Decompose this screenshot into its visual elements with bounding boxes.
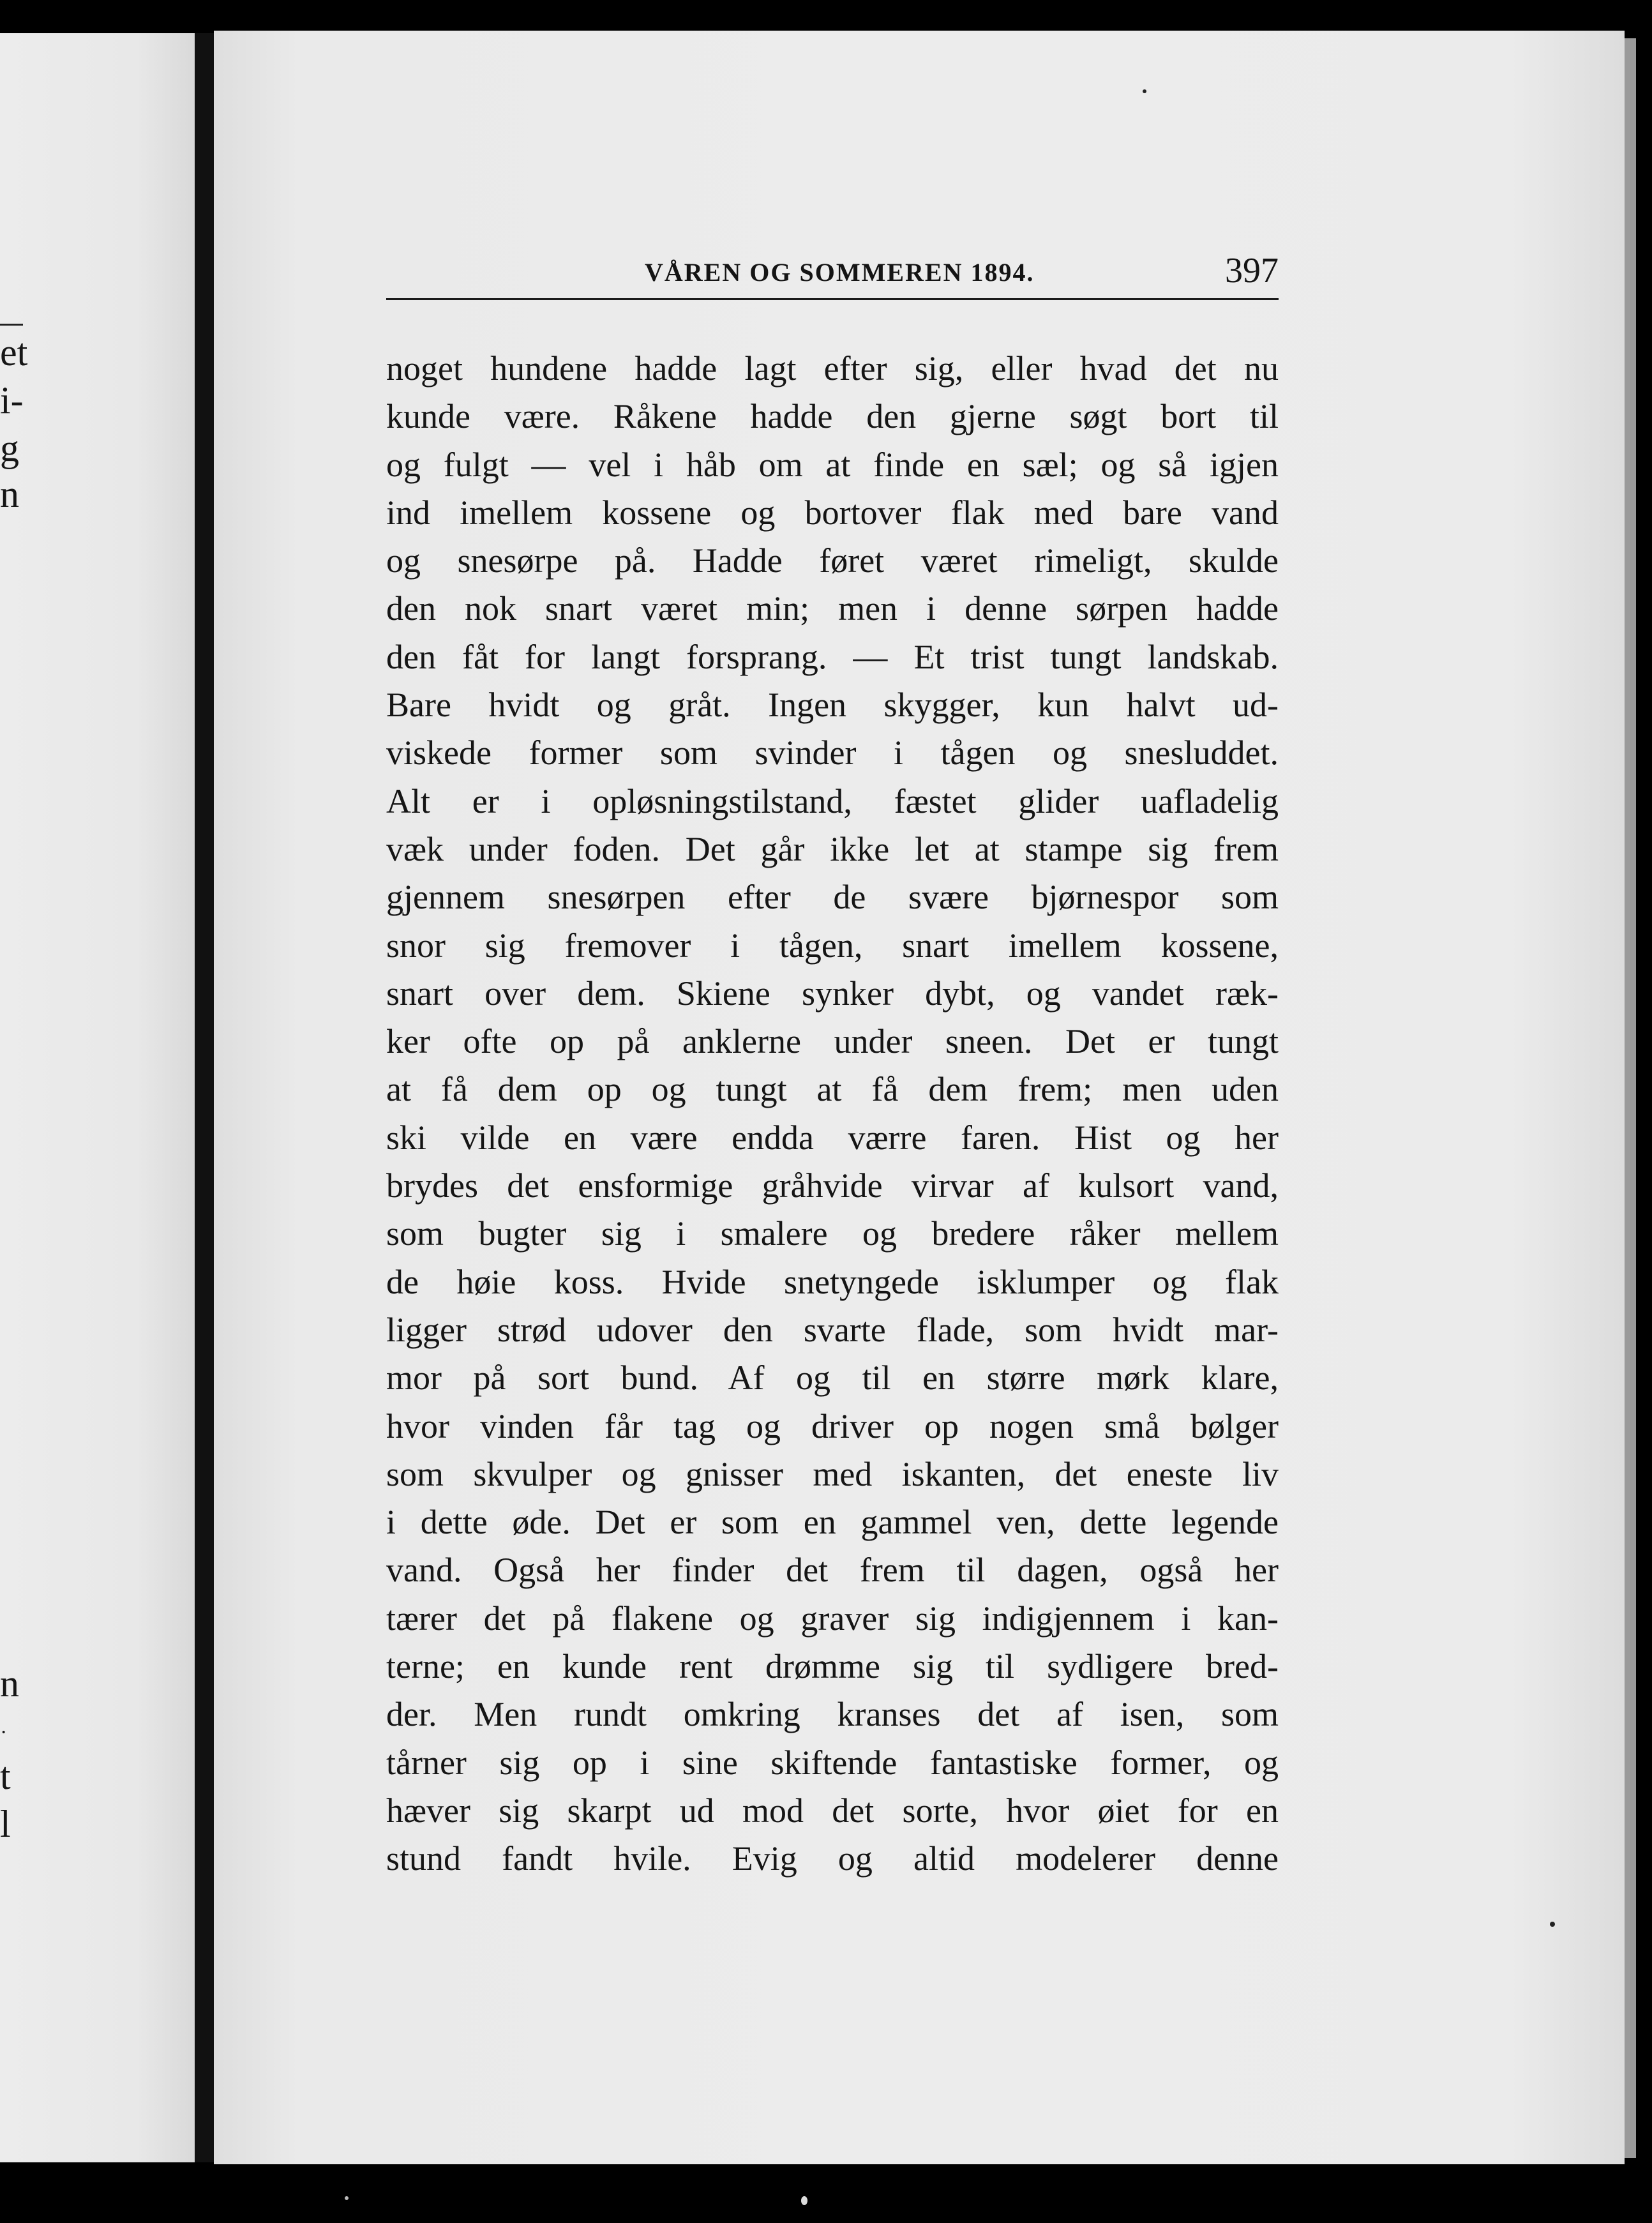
book-gutter <box>195 33 214 2162</box>
body-text <box>386 345 1279 1883</box>
text-line: ind imellem kossene og bortover flak med bare vand <box>386 493 1279 532</box>
text-line: ker ofte op på anklerne under sneen. Det er tungt <box>386 1022 1279 1061</box>
previous-page-fragment: g <box>0 427 19 469</box>
text-line: Alt er i opløsningstilstand, fæstet glider uafladelig <box>386 781 1279 820</box>
previous-page-fragment: · <box>0 1721 8 1744</box>
text-line: viskede former som svinder i tågen og snesluddet. <box>386 734 1279 772</box>
page-number: 397 <box>1225 251 1279 290</box>
text-line: ski vilde en være endda værre faren. Hist og her <box>386 1118 1279 1157</box>
previous-page-edge <box>0 33 195 2162</box>
text-line: tårner sig op i sine skiftende fantastiske former, og <box>386 1743 1279 1782</box>
dust-speck <box>1550 1922 1555 1927</box>
text-line: brydes det ensformige gråhvide virvar af kulsort vand, <box>386 1166 1279 1205</box>
previous-page-fragment: i- <box>0 379 24 421</box>
text-line: hæver sig skarpt ud mod det sorte, hvor øiet for en <box>386 1791 1279 1830</box>
previous-page-fragment: n <box>0 1662 19 1705</box>
text-line: og snesørpe på. Hadde føret været rimeligt, skulde <box>386 541 1279 580</box>
text-line: terne; en kunde rent drømme sig til sydligere bred- <box>386 1647 1279 1686</box>
previous-page-fragment: et <box>0 331 28 373</box>
text-line: den nok snart været min; men i denne sørpen hadde <box>386 589 1279 628</box>
running-head-rule <box>386 298 1279 300</box>
text-line: kunde være. Råkene hadde den gjerne søgt bort til <box>386 397 1279 436</box>
text-line: den fåt for langt forsprang. — Et trist tungt landskab. <box>386 637 1279 676</box>
text-line: Bare hvidt og gråt. Ingen skygger, kun halvt ud- <box>386 686 1279 725</box>
text-line: som skvulper og gnisser med iskanten, det eneste liv <box>386 1454 1279 1493</box>
previous-page-fragment: n <box>0 473 19 515</box>
text-line: at få dem op og tungt at få dem frem; men uden <box>386 1070 1279 1109</box>
dust-speck <box>1143 89 1146 93</box>
text-line: ligger strød udover den svarte flade, som hvidt mar- <box>386 1310 1279 1349</box>
text-line: mor på sort bund. Af og til en større mørk klare, <box>386 1359 1279 1398</box>
previous-page-fragment: l <box>0 1803 11 1845</box>
text-line: stund fandt hvile. Evig og altid modelerer denne <box>386 1839 1279 1878</box>
text-line: hvor vinden får tag og driver op nogen små bølger <box>386 1406 1279 1445</box>
dust-speck <box>801 2196 807 2205</box>
text-line: noget hundene hadde lagt efter sig, eller hvad det nu <box>386 349 1279 388</box>
text-line: væk under foden. Det går ikke let at stampe sig frem <box>386 829 1279 868</box>
text-line: de høie koss. Hvide snetyngede isklumper og flak <box>386 1262 1279 1301</box>
text-line: i dette øde. Det er som en gammel ven, dette legende <box>386 1503 1279 1542</box>
text-line: vand. Også her finder det frem til dagen, også her <box>386 1551 1279 1590</box>
text-line: og fulgt — vel i håb om at finde en sæl; og så igjen <box>386 445 1279 484</box>
page-edge-shadow <box>1625 38 1636 2158</box>
text-line: tærer det på flakene og graver sig indigjennem i kan- <box>386 1599 1279 1638</box>
text-line: som bugter sig i smalere og bredere råker mellem <box>386 1214 1279 1253</box>
text-line: snart over dem. Skiene synker dybt, og vandet ræk- <box>386 974 1279 1013</box>
dust-speck <box>345 2196 349 2200</box>
text-line: der. Men rundt omkring kranses det af isen, som <box>386 1695 1279 1734</box>
text-line: gjennem snesørpen efter de svære bjørnespor som <box>386 878 1279 917</box>
previous-page-fragment: t <box>0 1755 11 1797</box>
previous-page-head-rule <box>0 324 23 326</box>
text-line: snor sig fremover i tågen, snart imellem kossene, <box>386 926 1279 965</box>
running-head-title: VÅREN OG SOMMEREN 1894. <box>645 258 1035 287</box>
